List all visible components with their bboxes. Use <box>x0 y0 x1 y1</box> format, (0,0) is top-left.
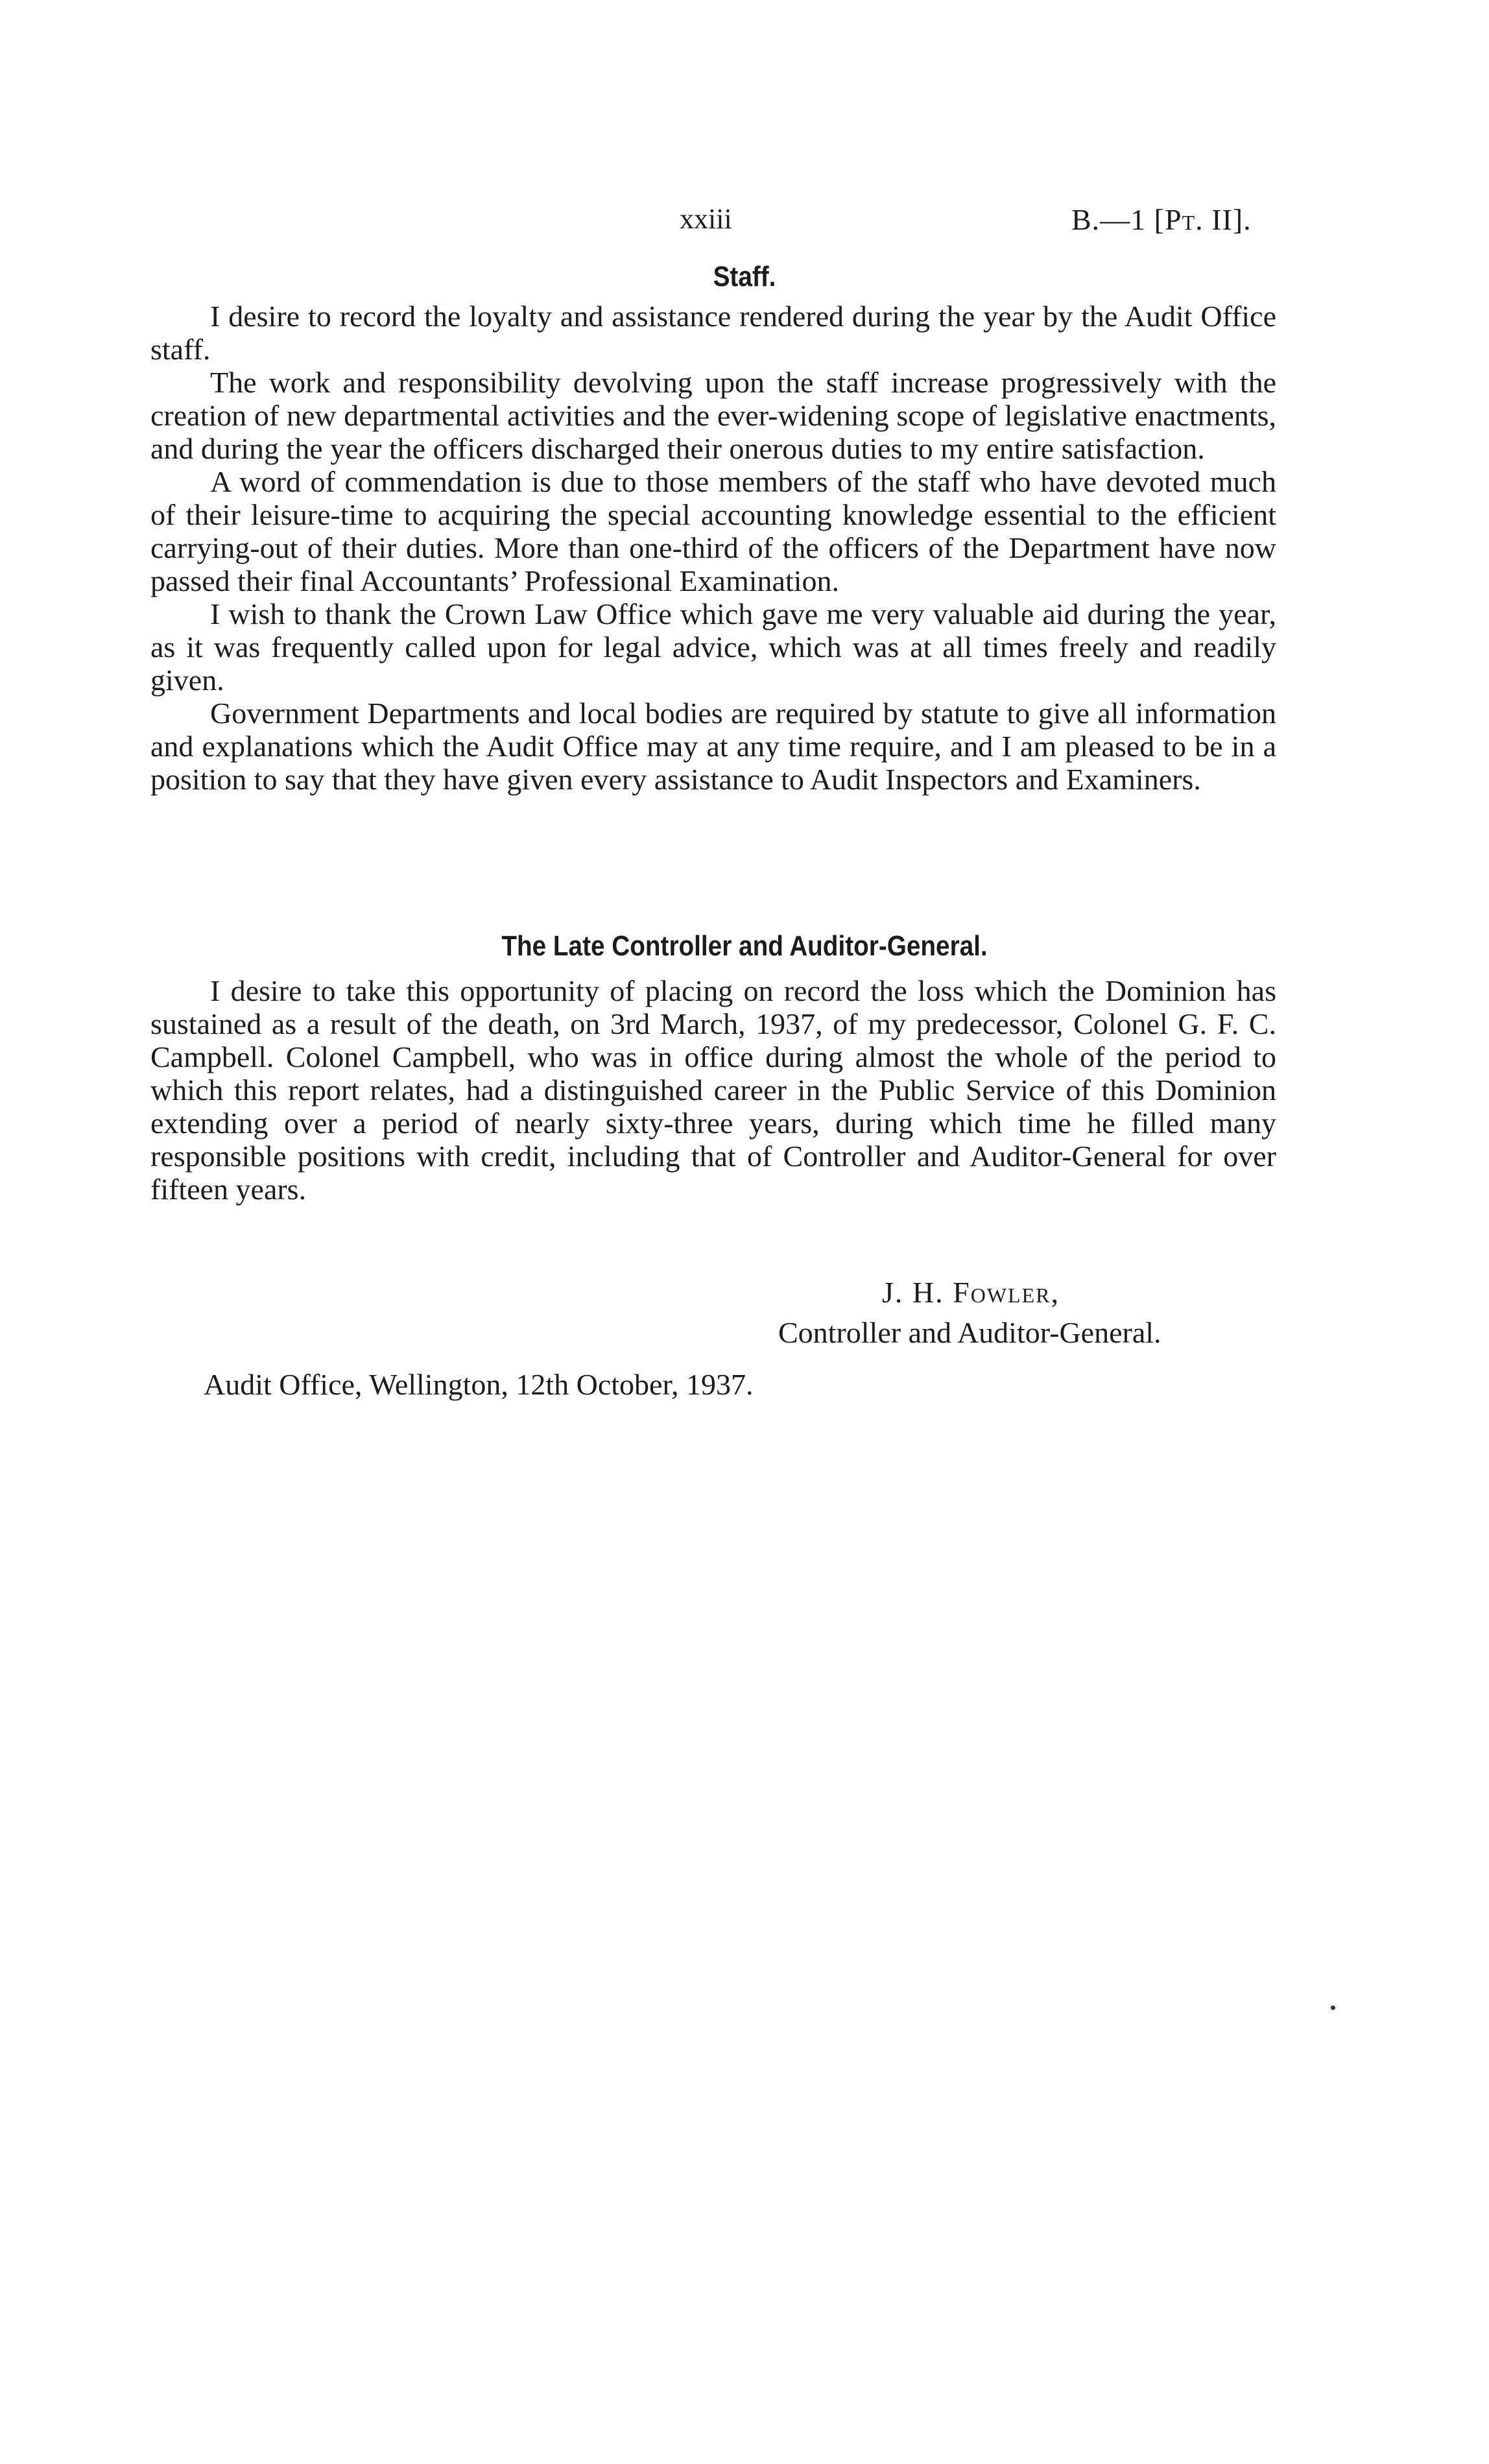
staff-paragraph-4: I wish to thank the Crown Law Office which gave me very valuable aid during the year, as it was frequently called upon for legal advice, which was at all times freely and readily given. <box>150 597 1276 697</box>
late-controller-section <box>150 974 1276 1206</box>
late-controller-paragraph-1: I desire to take this opportunity of placing on record the loss which the Dominion has sustained as a result of the death, on 3rd March, 1937, of my predecessor, Colonel G. F. C. Campbell. Colonel Campbell, who was in office during almost the whole of the period to which this report relates, had a distinguished career in the Public Service of this Dominion extending over a period of nearly sixty-three years, during which time he filled many responsible positions with credit, including that of Controller and Auditor-General for over fifteen years. <box>150 974 1276 1206</box>
staff-paragraph-3: A word of commendation is due to those members of the staff who have devoted much of their leisure-time to acquiring the special accounting knowledge essential to the efficient carrying-out of their duties. More than one-third of the officers of the Department have now passed their final Accountants’ Professional Examination. <box>150 465 1276 597</box>
signature-name: J. H. Fowler, <box>882 1276 1060 1309</box>
signature-title: Controller and Auditor-General. <box>778 1316 1161 1349</box>
late-controller-heading: The Late Controller and Auditor-General. <box>501 930 988 962</box>
document-reference-text: B.—1 [Pt. II]. <box>1071 203 1252 236</box>
document-reference <box>1071 202 1252 237</box>
staff-paragraph-2: The work and responsibility devolving upon the staff increase progressively with the creation of new departmental activities and the ever-widening scope of legislative enactments, and during the year the officers discharged their onerous duties to my entire satisfaction. <box>150 366 1276 465</box>
staff-paragraph-1: I desire to record the loyalty and assistance rendered during the year by the Audit Office staff. <box>150 300 1276 366</box>
office-date-line: Audit Office, Wellington, 12th October, 1937. <box>204 1368 754 1401</box>
staff-heading: Staff. <box>713 261 776 293</box>
page-number: xxiii <box>680 203 732 235</box>
staff-section <box>150 300 1276 796</box>
staff-paragraph-5: Government Departments and local bodies are required by statute to give all information and explanations which the Audit Office may at any time require, and I am pleased to be in a position to say that they have given every assistance to Audit Inspectors and Examiners. <box>150 697 1276 796</box>
print-speck <box>1331 2005 1335 2010</box>
signature-block <box>778 1273 1232 1353</box>
